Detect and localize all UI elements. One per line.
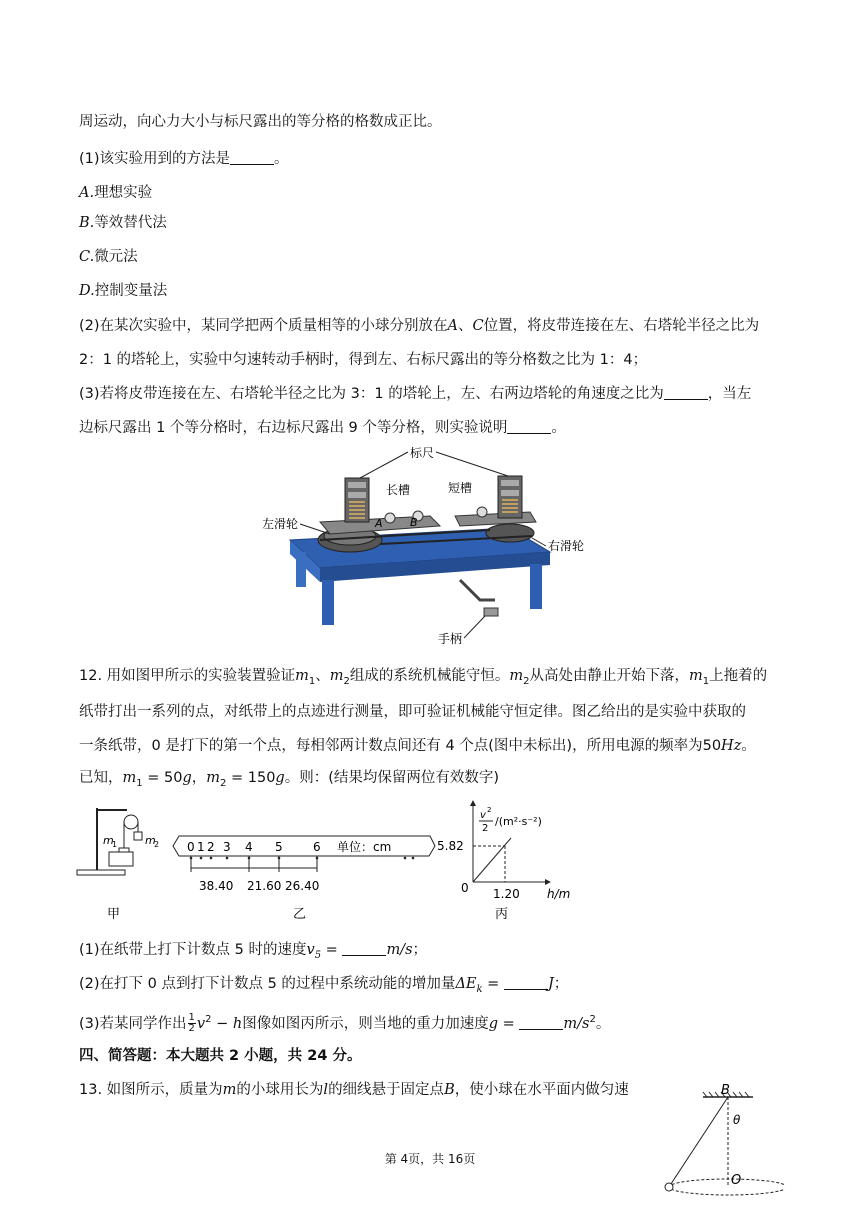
question-13-line-1 — [79, 1080, 629, 1100]
position-c: C — [472, 318, 484, 334]
label-b: B — [410, 516, 418, 529]
tape-number-2: 2 — [207, 840, 215, 854]
distance-1: 38.40 — [199, 879, 234, 893]
label-right-pulley: 右滑轮 — [548, 539, 585, 553]
subscript: 2 — [523, 675, 530, 687]
page-number: 第 4页，共 16页 — [384, 1152, 476, 1166]
fraction-half — [188, 1013, 196, 1034]
x-value: 1.20 — [493, 887, 520, 901]
option-a — [79, 183, 152, 203]
label-theta: θ — [733, 1113, 741, 1127]
centripetal-apparatus-figure — [260, 440, 600, 655]
ylabel-unit: /(m²·s⁻²) — [495, 815, 542, 828]
distance-3: 26.40 — [285, 879, 320, 893]
line-text: 13. 如图所示，质量为 — [79, 1082, 223, 1098]
denominator: 2 — [188, 1023, 195, 1035]
right-scale-band — [501, 490, 519, 496]
label-m2-sub: 2 — [154, 840, 160, 849]
figure-label-bing: 丙 — [495, 907, 509, 922]
pulley — [124, 815, 138, 829]
figure-label-jia: 甲 — [107, 907, 121, 922]
subscript: 1 — [308, 675, 316, 687]
question-12-line-3 — [79, 736, 756, 756]
line-text: 。 — [741, 738, 756, 754]
question-11-part-3 — [79, 384, 751, 404]
subscript: k — [476, 983, 483, 995]
symbol-m: m — [329, 668, 344, 684]
ylabel-den: 2 — [482, 823, 489, 834]
option-text: 微元法 — [94, 249, 138, 265]
circular-path — [669, 1179, 785, 1195]
line-text: (2)在某次实验中，某同学把两个质量相等的小球分别放在 — [79, 318, 448, 334]
option-text: 理想实验 — [94, 185, 153, 201]
line-text: 。则：(结果均保留两位有效数字) — [284, 770, 500, 786]
symbol-v: v — [306, 942, 315, 958]
answer-blank — [504, 975, 548, 990]
distance-2: 21.60 — [247, 879, 282, 893]
line-text: 。 — [274, 151, 289, 167]
label-m1-sub: 1 — [112, 840, 118, 849]
line-text: 的细线悬于固定点 — [328, 1082, 445, 1098]
line-text: 从高处由静止开始下落， — [529, 668, 690, 684]
handle-grip — [484, 608, 498, 616]
symbol-delta-e: ΔE — [455, 976, 477, 992]
line-text: 12. 用如图甲所示的实验装置验证 — [79, 668, 296, 684]
symbol-m: m — [206, 770, 220, 786]
answer-blank — [519, 1015, 563, 1030]
position-a: A — [447, 318, 459, 334]
equals: = — [498, 1015, 520, 1032]
answer-blank — [342, 941, 386, 956]
answer-blank — [230, 150, 274, 165]
unit: m/s — [563, 1015, 590, 1032]
equals: = — [321, 942, 343, 958]
y-arrow — [470, 800, 476, 806]
line-text: (3)若某同学作出 — [79, 1015, 187, 1032]
equals: = — [482, 976, 504, 992]
ylabel-sup: 2 — [487, 806, 492, 814]
tape-number-6: 6 — [313, 840, 321, 854]
ball — [477, 507, 487, 517]
symbol-g: g — [488, 1015, 499, 1032]
label-scale: 标尺 — [410, 446, 435, 460]
y-value: 5.82 — [437, 839, 464, 853]
option-text: 控制变量法 — [94, 283, 168, 299]
line-text: (1)该实验用到的方法是 — [79, 151, 231, 167]
label-line — [464, 616, 485, 638]
figure-12 — [75, 800, 595, 930]
numerator: 1 — [188, 1012, 195, 1024]
line-text: 、 — [315, 668, 330, 684]
superscript: 2 — [589, 1014, 596, 1025]
option-d — [79, 281, 167, 301]
symbol-v: v — [196, 1015, 206, 1032]
right-scale-band — [501, 480, 519, 486]
paper-tape — [173, 836, 435, 893]
symbol-m: m — [689, 668, 703, 684]
superscript: 2 — [205, 1014, 212, 1025]
symbol-m: m — [122, 770, 137, 786]
ball — [665, 1183, 673, 1191]
label-a: A — [375, 517, 383, 530]
line-text: 边标尺露出 1 个等分格时，右边标尺露出 9 个等分格，则实验说明 — [79, 420, 508, 436]
line-text: ，当左 — [707, 386, 752, 402]
right-pulley — [486, 524, 534, 542]
line-text: 上拖着的 — [709, 668, 768, 684]
left-scale-band — [348, 492, 366, 498]
question-12-sub-1 — [79, 940, 427, 966]
question-12-line-1 — [79, 666, 767, 692]
line-text: (1)在纸带上打下计数点 5 时的速度 — [79, 942, 307, 958]
option-letter: B. — [79, 215, 95, 231]
question-11-part-3-cont — [79, 418, 566, 438]
tape-dot — [226, 857, 229, 860]
unit: J — [547, 976, 554, 992]
ball — [385, 513, 395, 523]
timer — [109, 852, 133, 866]
label-left-pulley: 左滑轮 — [262, 517, 299, 531]
label-o: O — [731, 1173, 742, 1188]
line-text: ， — [191, 770, 207, 786]
line-text: 图像如图丙所示，则当地的重力加速度 — [242, 1015, 489, 1032]
tape-number-5: 5 — [275, 840, 283, 854]
minus: − — [211, 1015, 233, 1032]
question-11-part-1 — [79, 149, 289, 169]
label-handle: 手柄 — [438, 632, 463, 646]
symbol-m: m — [222, 1082, 237, 1098]
label-long-groove: 长槽 — [386, 483, 411, 497]
graph-line — [473, 838, 511, 882]
page-footer — [0, 1150, 860, 1167]
line-text: ； — [412, 942, 428, 958]
line-text: 已知， — [79, 770, 123, 786]
figure-13-conical-pendulum — [655, 1080, 785, 1200]
tape-number-4: 4 — [245, 840, 253, 854]
ylabel-v: v — [480, 810, 486, 821]
tape-unit: 单位：cm — [337, 840, 392, 854]
label-m2: m — [145, 834, 156, 847]
line-text: 。 — [551, 420, 566, 436]
origin: 0 — [461, 881, 469, 895]
line-text: 、 — [458, 318, 473, 334]
line-text: (3)若将皮带连接在左、右塔轮半径之比为 3：1 的塔轮上，左、右两边塔轮的角速度之比为 — [79, 386, 664, 402]
option-c — [79, 247, 138, 267]
tape-number-0: 0 — [187, 840, 195, 854]
symbol-m: m — [509, 668, 524, 684]
tape-dot — [200, 857, 203, 860]
short-groove — [455, 512, 536, 526]
tape-dot — [210, 857, 213, 860]
line-text: 2：1 的塔轮上，实验中匀速转动手柄时，得到左、右标尺露出的等分格数之比为 1：4； — [79, 352, 648, 368]
question-11-part-2 — [79, 316, 759, 336]
line-text: 一条纸带，0 是打下的第一个点，每相邻两计数点间还有 4 个点(图中未标出)，所用电源的频率为 — [79, 738, 703, 754]
section-title: 四、简答题：本大题共 2 小题，共 24 分。 — [79, 1048, 362, 1064]
line-text: (2)在打下 0 点到打下计数点 5 的过程中系统动能的增加量 — [79, 976, 456, 992]
frequency-value: 50 — [702, 738, 722, 754]
base — [77, 870, 125, 875]
mass-m2 — [134, 832, 142, 840]
option-text: 等效替代法 — [94, 215, 167, 231]
apparatus-jia — [77, 808, 159, 875]
x-arrow — [545, 879, 551, 885]
unit: m/s — [386, 942, 413, 958]
symbol-l: l — [323, 1082, 329, 1098]
tape-number-3: 3 — [223, 840, 231, 854]
line-text: 组成的系统机械能守恒。 — [349, 668, 510, 684]
table-leg — [296, 552, 306, 587]
subscript: 2 — [343, 675, 350, 687]
x-axis-label: h/m — [547, 887, 571, 901]
string — [669, 1097, 728, 1187]
question-11-part-2-cont — [79, 350, 647, 370]
line-text: ，使小球在水平面内做匀速 — [454, 1082, 629, 1098]
label-short-groove: 短槽 — [448, 481, 473, 495]
table-leg — [530, 564, 542, 609]
line-text: 纸带打出一系列的点，对纸带上的点迹进行测量，即可验证机械能守恒定律。图乙给出的是实验中获取的 — [79, 704, 746, 720]
question-12-line-2 — [79, 702, 746, 722]
table-leg — [322, 580, 334, 625]
tape-dot — [404, 857, 407, 860]
tape-dot — [412, 857, 415, 860]
symbol-b: B — [444, 1082, 455, 1098]
left-scale-band — [348, 482, 366, 488]
answer-blank — [664, 385, 708, 400]
mass-unit: g — [275, 770, 285, 786]
graph-bing — [437, 800, 570, 901]
mass-unit: g — [182, 770, 192, 786]
mass-value: = 50 — [142, 770, 183, 786]
line-text: 。 — [595, 1015, 611, 1032]
label-m1: m — [103, 834, 114, 847]
section-heading — [79, 1046, 361, 1066]
line-text: 位置，将皮带连接在左、右塔轮半径之比为 — [483, 318, 760, 334]
frequency-unit: Hz — [721, 738, 742, 754]
subscript: 1 — [136, 777, 143, 789]
option-letter: A. — [79, 185, 95, 201]
crank — [460, 580, 495, 600]
option-letter: C. — [79, 249, 95, 265]
symbol-m: m — [295, 668, 309, 684]
question-12-sub-2 — [79, 974, 568, 1000]
subscript: 1 — [702, 675, 710, 687]
answer-blank — [507, 419, 551, 434]
text-line-1 — [79, 112, 442, 132]
line-text: ； — [553, 976, 569, 992]
line-text: 的小球用长为 — [236, 1082, 324, 1098]
question-12-sub-3 — [79, 1010, 610, 1034]
subscript: 2 — [220, 777, 227, 789]
figure-label-yi: 乙 — [293, 907, 307, 922]
tape-number-1: 1 — [197, 840, 205, 854]
mass-value: = 150 — [226, 770, 276, 786]
option-letter: D. — [79, 283, 95, 299]
line-text: 周运动，向心力大小与标尺露出的等分格的格数成正比。 — [79, 114, 442, 130]
question-12-line-4 — [79, 768, 499, 794]
option-b — [79, 213, 167, 233]
symbol-h: h — [232, 1015, 243, 1032]
subscript: 5 — [314, 949, 322, 961]
label-b: B — [721, 1083, 730, 1098]
